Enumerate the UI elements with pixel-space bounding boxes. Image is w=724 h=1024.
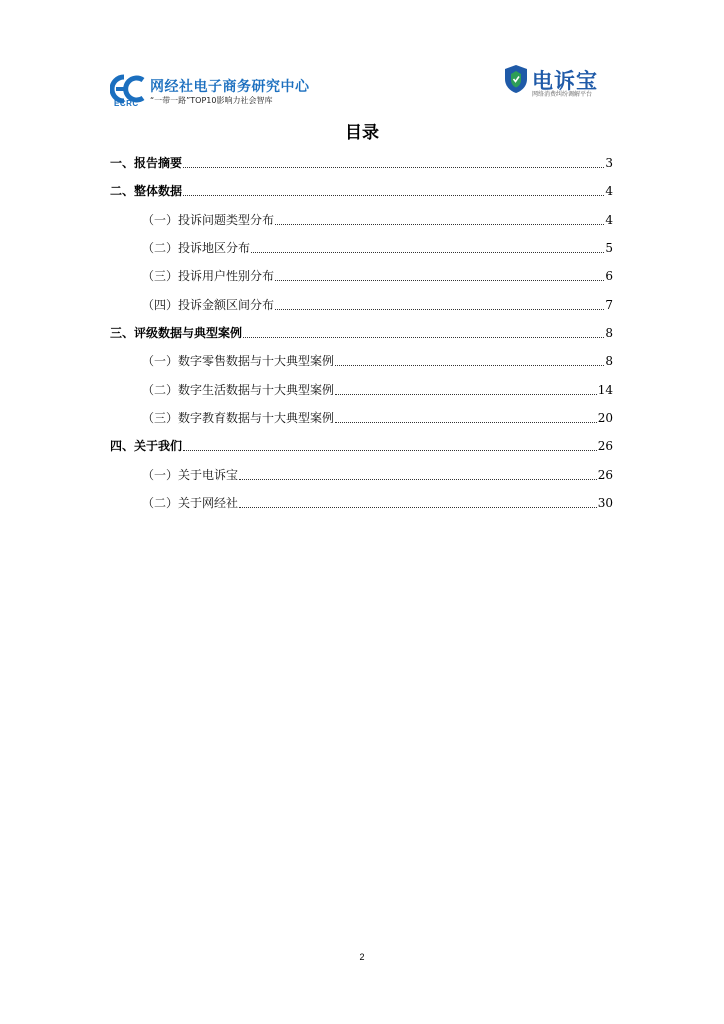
shield-icon bbox=[504, 64, 528, 94]
dot-leader bbox=[183, 195, 604, 196]
toc-entry-page: 8 bbox=[605, 326, 613, 340]
toc-entry[interactable] bbox=[142, 295, 613, 313]
toc-entry-label: （一）数字零售数据与十大典型案例 bbox=[142, 354, 335, 368]
toc-entry[interactable] bbox=[142, 465, 613, 483]
toc-entry[interactable] bbox=[142, 408, 613, 426]
page-number: 2 bbox=[359, 952, 365, 962]
toc-entry[interactable] bbox=[142, 380, 613, 398]
ecrc-logo-text: ECRC bbox=[114, 99, 139, 108]
toc-entry-label: 三、评级数据与典型案例 bbox=[110, 326, 243, 340]
toc-entry-label: （一）关于电诉宝 bbox=[142, 468, 239, 482]
toc-entry[interactable] bbox=[110, 323, 613, 341]
toc-entry-label: （三）数字教育数据与十大典型案例 bbox=[142, 411, 335, 425]
toc-entry[interactable] bbox=[142, 210, 613, 228]
dot-leader bbox=[239, 507, 597, 508]
page-title: 目录 bbox=[345, 123, 379, 143]
toc-entry-label: 二、整体数据 bbox=[110, 184, 183, 198]
toc-entry[interactable] bbox=[110, 181, 613, 199]
toc-entry-page: 26 bbox=[597, 468, 613, 482]
toc-entry-page: 4 bbox=[605, 184, 613, 198]
dot-leader bbox=[335, 422, 597, 423]
toc-entry-page: 3 bbox=[605, 156, 613, 170]
toc-entry[interactable] bbox=[142, 493, 613, 511]
dot-leader bbox=[183, 450, 597, 451]
dot-leader bbox=[275, 280, 604, 281]
toc-entry-label: （二）投诉地区分布 bbox=[142, 241, 251, 255]
org-name: 网经社电子商务研究中心 bbox=[150, 79, 310, 95]
toc-entry-label: 四、关于我们 bbox=[110, 439, 183, 453]
dot-leader bbox=[275, 309, 604, 310]
toc-entry-label: （四）投诉金额区间分布 bbox=[142, 298, 275, 312]
dot-leader bbox=[183, 167, 604, 168]
dot-leader bbox=[243, 337, 604, 338]
toc-entry-page: 8 bbox=[605, 354, 613, 368]
brand-logo-block bbox=[504, 64, 614, 104]
toc-entry-label: （二）关于网经社 bbox=[142, 496, 239, 510]
org-slogan: “一带一路”TOP10影响力社会智库 bbox=[150, 96, 273, 105]
toc-entry[interactable] bbox=[110, 153, 613, 171]
toc-entry-page: 4 bbox=[605, 213, 613, 227]
dot-leader bbox=[239, 479, 597, 480]
dot-leader bbox=[335, 365, 604, 366]
org-logo-block bbox=[110, 72, 310, 108]
toc-entry-page: 6 bbox=[605, 269, 613, 283]
toc-entry-page: 20 bbox=[597, 411, 613, 425]
dot-leader bbox=[275, 224, 604, 225]
toc-entry-label: （二）数字生活数据与十大典型案例 bbox=[142, 383, 335, 397]
toc-entry-page: 7 bbox=[605, 298, 613, 312]
dot-leader bbox=[335, 394, 597, 395]
toc-entry-label: 一、报告摘要 bbox=[110, 156, 183, 170]
toc-entry[interactable] bbox=[142, 351, 613, 369]
toc-entry-page: 5 bbox=[605, 241, 613, 255]
toc-entry-page: 30 bbox=[597, 496, 613, 510]
toc-entry-page: 14 bbox=[597, 383, 613, 397]
toc-entry[interactable] bbox=[142, 266, 613, 284]
toc-entry-label: （三）投诉用户性别分布 bbox=[142, 269, 275, 283]
dot-leader bbox=[251, 252, 604, 253]
toc-entry[interactable] bbox=[110, 436, 613, 454]
brand-name: 电诉宝 bbox=[532, 69, 598, 93]
toc-entry[interactable] bbox=[142, 238, 613, 256]
toc-entry-label: （一）投诉问题类型分布 bbox=[142, 213, 275, 227]
brand-subtitle: 网络消费纠纷调解平台 bbox=[532, 91, 593, 98]
toc-entry-page: 26 bbox=[597, 439, 613, 453]
